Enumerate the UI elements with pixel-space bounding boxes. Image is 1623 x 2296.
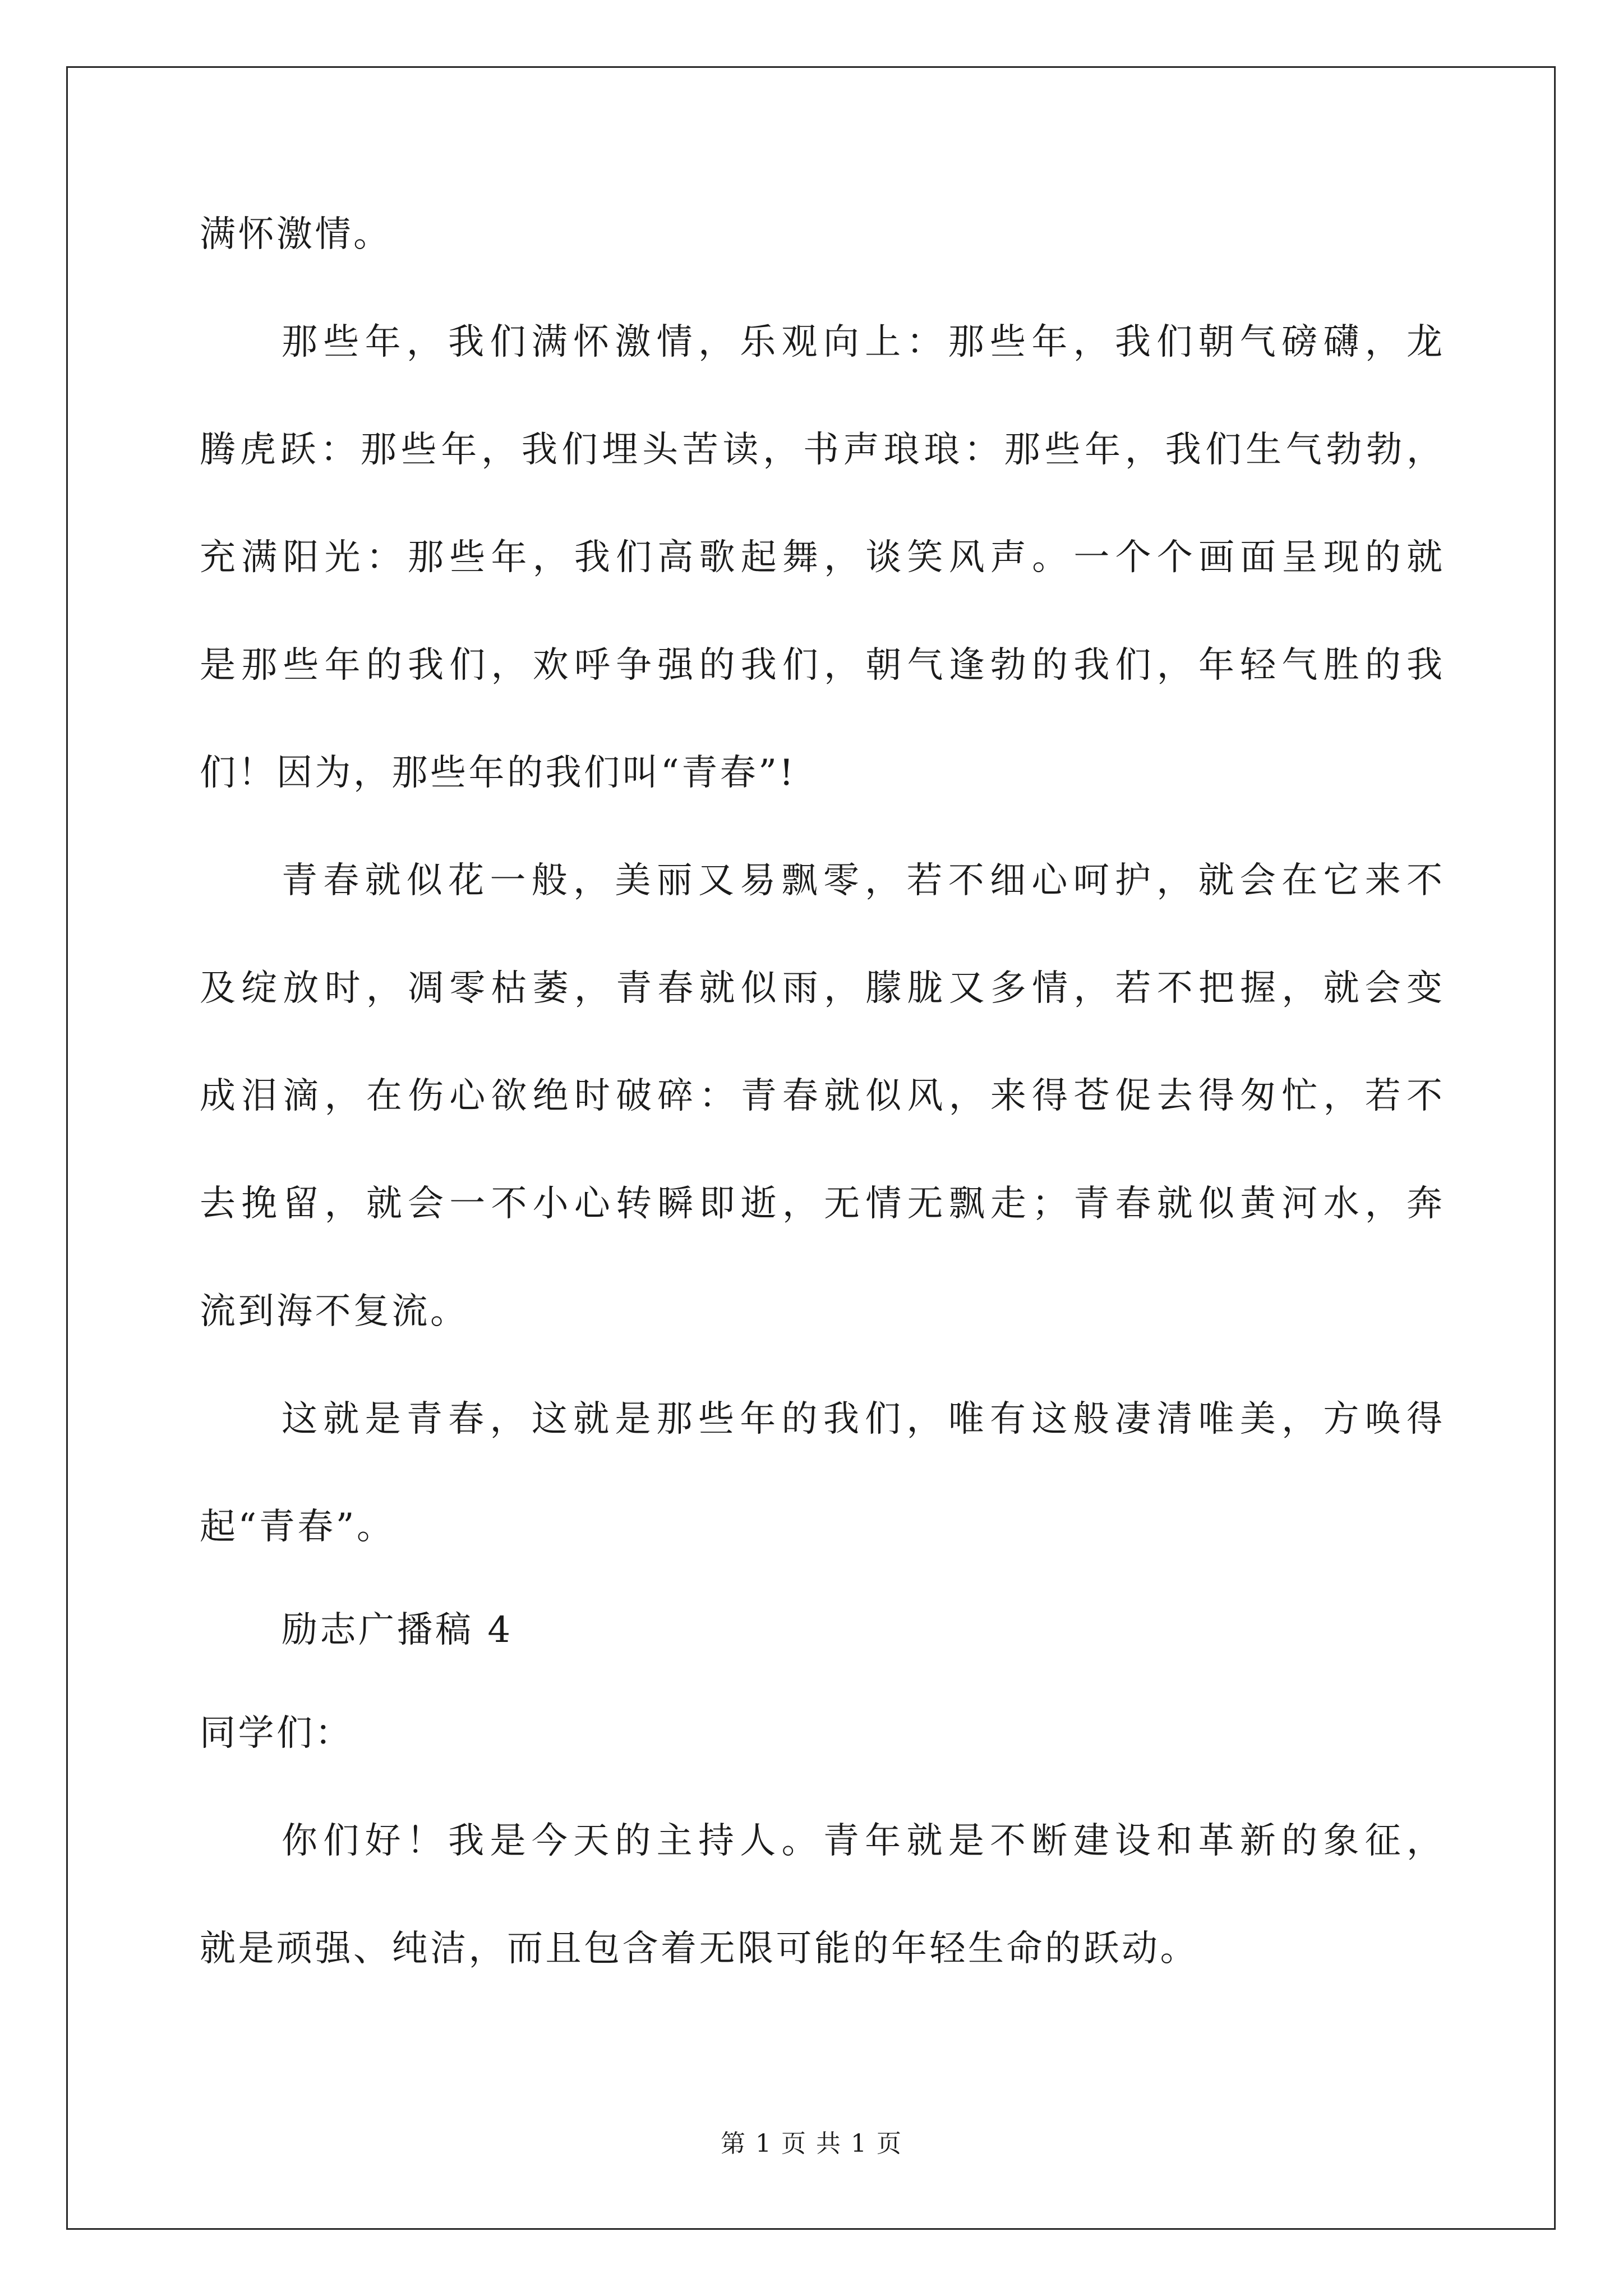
page-number-footer: 第 1 页 共 1 页 bbox=[721, 2129, 902, 2158]
section-heading: 励志广播稿 4 bbox=[282, 1609, 513, 1651]
paragraph-line: 流到海不复流。 bbox=[200, 1291, 469, 1332]
paragraph-line: 这就是青春，这就是那些年的我们，唯有这般凄清唯美，方唤得 bbox=[282, 1398, 1442, 1440]
salutation: 同学们： bbox=[200, 1713, 353, 1754]
paragraph-line: 去挽留，就会一不小心转瞬即逝，无情无飘走；青春就似黄河水，奔 bbox=[200, 1183, 1442, 1225]
paragraph-line: 青春就似花一般，美丽又易飘零，若不细心呵护，就会在它来不 bbox=[282, 860, 1442, 901]
paragraph-line: 腾虎跃：那些年，我们埋头苦读，书声琅琅：那些年，我们生气勃勃， bbox=[200, 429, 1442, 471]
paragraph-line: 及绽放时，凋零枯萎，青春就似雨，朦胧又多情，若不把握，就会变 bbox=[200, 968, 1442, 1009]
paragraph-line: 起“青春”。 bbox=[200, 1506, 395, 1548]
page-border bbox=[66, 66, 1556, 2230]
paragraph-line: 就是顽强、纯洁，而且包含着无限可能的年轻生命的跃动。 bbox=[200, 1928, 1198, 1970]
paragraph-line: 成泪滴，在伤心欲绝时破碎：青春就似风，来得苍促去得匆忙，若不 bbox=[200, 1075, 1442, 1117]
paragraph-line: 你们好！我是今天的主持人。青年就是不断建设和革新的象征， bbox=[282, 1820, 1442, 1862]
paragraph-line: 们！因为，那些年的我们叫“青春”! bbox=[200, 752, 796, 794]
paragraph-line: 是那些年的我们，欢呼争强的我们，朝气逢勃的我们，年轻气胜的我 bbox=[200, 645, 1442, 686]
paragraph-line: 满怀激情。 bbox=[200, 214, 392, 255]
paragraph-line: 那些年，我们满怀激情，乐观向上：那些年，我们朝气磅礴，龙 bbox=[282, 321, 1442, 363]
paragraph-line: 充满阳光：那些年，我们高歌起舞，谈笑风声。一个个画面呈现的就 bbox=[200, 537, 1442, 578]
